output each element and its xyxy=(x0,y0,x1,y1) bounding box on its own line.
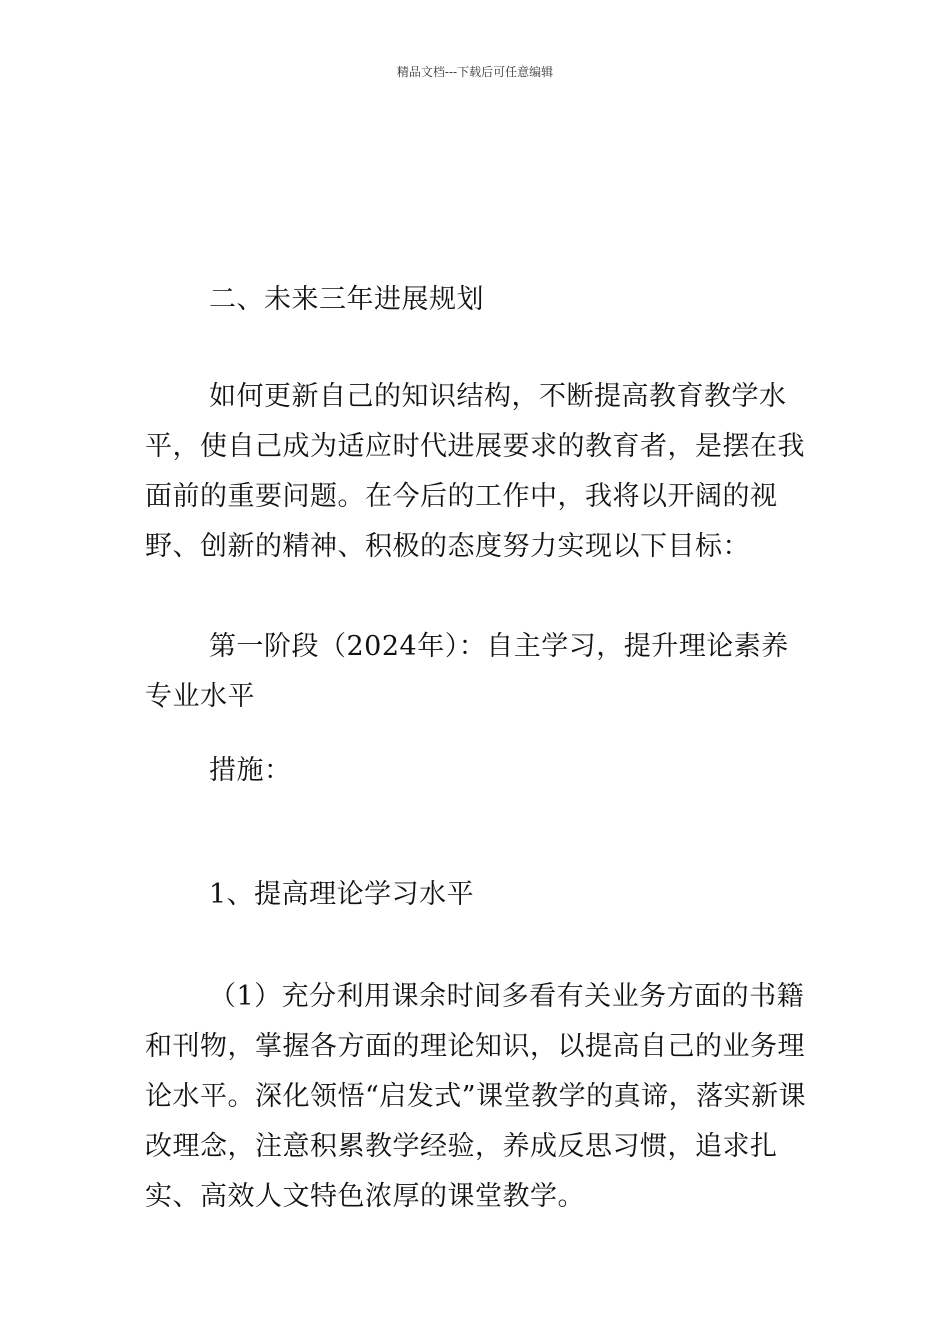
item-one-heading: 1、提高理论学习水平 xyxy=(209,879,475,910)
item-one-sub-paragraph: （1）充分利用课余时间多看有关业务方面的书籍和刊物，掌握各方面的理论知识，以提高自己的业务理论水平。深化领悟“启发式”课堂教学的真谛，落实新课改理念，注意积累教学经验，养成反思习惯，追求扎实、高效人文特色浓厚的课堂教学。 xyxy=(145,981,807,1212)
measures-label: 措施： xyxy=(209,755,292,786)
stage-one-paragraph: 第一阶段（2024年）：自主学习，提升理论素养专业水平 xyxy=(145,631,789,712)
intro-paragraph: 如何更新自己的知识结构，不断提高教育教学水平，使自己成为适应时代进展要求的教育者，是摆在我面前的重要问题。在今后的工作中，我将以开阔的视野、创新的精神、积极的态度努力实现以下目标： xyxy=(145,381,805,562)
section-heading: 二、未来三年进展规划 xyxy=(209,284,484,315)
page-header: 精品文档---下载后可任意编辑 xyxy=(396,65,554,79)
